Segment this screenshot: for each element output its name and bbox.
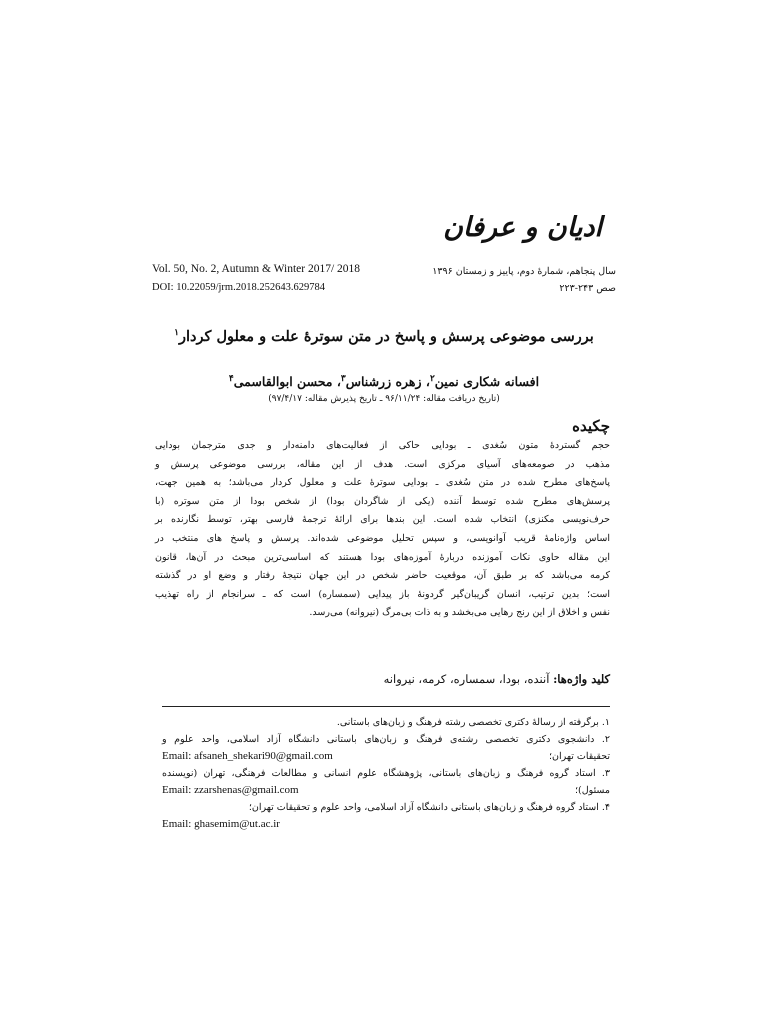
pages-info-fa: صص ۲۴۳-۲۲۳ — [559, 283, 616, 294]
footnote-2-cont — [162, 748, 610, 765]
abstract-line: پاسخ‌های مطرح شده در متن سُغدی ـ بودایی سوترهٔ علت و معلول کردار می‌باشد؛ به همین جهت، — [155, 477, 610, 489]
abstract-line: حرف‌نویسی مکنزی) انتخاب شده است. این بندها برای ارائهٔ ترجمهٔ فارسی بهتر، توسط نگارنده بر — [155, 514, 610, 526]
author-footnote-ref[interactable]: ۲ — [429, 374, 435, 384]
email-link[interactable]: Email: afsaneh_shekari90@gmail.com — [162, 750, 333, 762]
email-link[interactable]: Email: ghasemim@ut.ac.ir — [162, 818, 280, 830]
author-name: زهره زرشناس — [345, 374, 422, 390]
abstract-line: نفس و اخلاق از این رنج رهایی می‌بخشد و به ذات بی‌مرگ (نیروانه) می‌رسد. — [309, 607, 610, 619]
abstract-line: مذهب در صومعه‌های آسیای مرکزی است. هدف از این مقاله، بررسی موضوعی پرسش و — [155, 458, 610, 470]
abstract-line: پرسش‌های مطرح شده توسط آننده (یکی از شاگردان بودا) از شخص بودا از متن سوتره (با — [155, 495, 610, 507]
keywords — [384, 672, 610, 686]
footnote-3: ۳. استاد گروه فرهنگ و زبان‌های باستانی، پژوهشگاه علوم انسانی و مطالعات فرهنگی، تهران (نویسنده — [162, 768, 610, 779]
author-list: افسانه شکاری نمین$^۲$، زهره زرشناس$^۳$، محسن ابوالقاسمی$^۴$ — [228, 374, 540, 390]
footnote-2: ۲. دانشجوی دکتری تخصصی رشته‌ی فرهنگ و زبان‌های باستانی دانشگاه آزاد اسلامی، واحد علوم و — [162, 734, 610, 745]
article-title — [150, 328, 618, 345]
journal-logo: ادیان و عرفان — [443, 212, 602, 243]
footnote-3-role: مسئول)؛ — [575, 785, 610, 796]
submission-dates: (تاریخ دریافت مقاله: ۹۶/۱۱/۲۴ ـ تاریخ پذیرش مقاله: ۹۷/۴/۱۷) — [268, 394, 500, 404]
title-footnote-ref[interactable]: ۱ — [174, 328, 179, 339]
keywords-list: آننده، بودا، سمساره، کرمه، نیروانه — [383, 672, 550, 686]
volume-info: Vol. 50, No. 2, Autumn & Winter 2017/ 2018 — [152, 263, 361, 275]
abstract-line: است؛ بدین ترتیب، انسان گریبان‌گیر گردونهٔ باز پیدایی (سمساره) است که ـ سرانجام از راه تهذیب — [155, 588, 610, 600]
abstract-line: کرمه می‌باشد که بر طبق آن، موقعیت حاضر شخص در این جهان نتیجهٔ رفتار و وضع او در گذشته — [155, 570, 610, 582]
abstract-heading: چکیده — [572, 417, 610, 435]
author-footnote-ref[interactable]: ۳ — [340, 374, 346, 384]
footnote-4: ۴. استاد گروه فرهنگ و زبان‌های باستانی دانشگاه آزاد اسلامی، واحد علوم و تحقیقات تهران؛ — [248, 802, 610, 813]
footnote-divider — [162, 706, 610, 707]
abstract-line: اساس واژه‌نامهٔ قریب آوانویسی، و سپس تحلیل موضوعی شده‌اند. پرسش و پاسخ های منتخب در — [155, 532, 610, 544]
author-name: افسانه شکاری نمین — [434, 374, 540, 390]
abstract-line: حجم گستردهٔ متون سُغدی ـ بودایی حاکی از فعالیت‌های دامنه‌دار و جدی مترجمان بودایی — [155, 440, 610, 451]
footnote-3-cont — [162, 782, 610, 799]
author-footnote-ref[interactable]: ۴ — [228, 374, 234, 384]
footnotes — [162, 714, 610, 833]
email-link[interactable]: Email: zzarshenas@gmail.com — [162, 784, 299, 796]
author-name: محسن ابوالقاسمی — [233, 374, 333, 390]
footnote-1: ۱. برگرفته از رسالهٔ دکتری تخصصی رشته فرهنگ و زبان‌های باستانی. — [336, 717, 610, 728]
doi-link[interactable]: DOI: 10.22059/jrm.2018.252643.629784 — [152, 282, 325, 293]
footnote-4-cont — [162, 816, 610, 833]
year-info-fa: سال پنجاهم، شمارهٔ دوم، پاییز و زمستان ۱۳۹۶ — [432, 266, 616, 277]
keywords-label: کلید واژه‌ها: — [553, 672, 610, 686]
footnote-2-affiliation: تحقیقات تهران؛ — [548, 751, 610, 762]
abstract-body — [155, 437, 610, 623]
abstract-line: این مقاله حاوی نکات آموزنده دربارهٔ آموزه‌های بودا هستند که اساسی‌ترین مبحث در آن‌ها، قانون — [155, 551, 610, 563]
article-title-text: بررسی موضوعی پرسش و پاسخ در متن سوترهٔ علت و معلول کردار — [179, 328, 594, 345]
